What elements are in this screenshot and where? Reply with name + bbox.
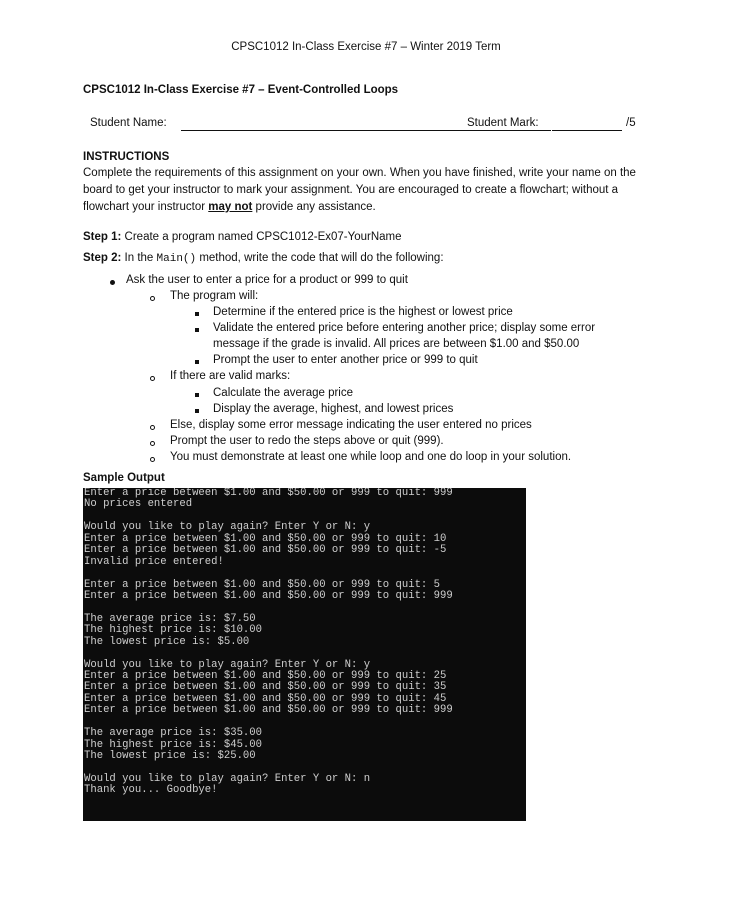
list-item: Validate the entered price before entering another price; display some error [213, 322, 596, 334]
step-2-code: Main() [156, 253, 197, 265]
step-1-label: Step 1: [83, 231, 122, 243]
console-line: The lowest price is: $25.00 [84, 750, 256, 763]
list-item: Ask the user to enter a price for a product or 999 to quit [126, 274, 408, 286]
student-name-label: Student Name: [90, 117, 167, 129]
list-item: Prompt the user to redo the steps above or quit (999). [170, 435, 444, 447]
console-line: Invalid price entered! [84, 555, 224, 568]
console-line: Thank you... Goodbye! [84, 784, 218, 797]
instructions-text [83, 165, 653, 216]
bullet-square-icon [195, 393, 199, 397]
instructions-heading: INSTRUCTIONS [83, 151, 170, 163]
console-line: Enter a price between $1.00 and $50.00 or 999 to quit: -5 [84, 544, 447, 557]
console-line: Would you like to play again? Enter Y or N: y [84, 521, 371, 534]
bullet-circle-icon [150, 376, 155, 381]
console-line: Enter a price between $1.00 and $50.00 or 999 to quit: 45 [84, 692, 447, 705]
console-line: Enter a price between $1.00 and $50.00 or 999 to quit: 25 [84, 670, 447, 682]
console-line [83, 568, 526, 579]
console-line: No prices entered [84, 498, 193, 511]
student-name-line [181, 130, 551, 131]
step-1 [83, 231, 402, 243]
bullet-square-icon [195, 328, 199, 332]
step-2-label: Step 2: [83, 252, 122, 264]
student-mark-line [552, 130, 622, 131]
sample-output-label: Sample Output [83, 472, 165, 484]
document-title: CPSC1012 In-Class Exercise #7 – Event-Controlled Loops [83, 84, 399, 96]
bullet-disc-icon [110, 280, 115, 285]
console-output [83, 488, 526, 821]
console-line: The lowest price is: $5.00 [84, 635, 250, 648]
bullet-circle-icon [150, 425, 155, 430]
list-item: Else, display some error message indicating the user entered no prices [170, 419, 532, 431]
list-item: If there are valid marks: [170, 370, 291, 382]
list-item: You must demonstrate at least one while loop and one do loop in your solution. [170, 451, 572, 463]
console-line: Enter a price between $1.00 and $50.00 or 999 to quit: 10 [84, 532, 447, 545]
console-line: Enter a price between $1.00 and $50.00 or 999 to quit: 999 [84, 704, 453, 717]
bullet-circle-icon [150, 296, 155, 301]
console-line: The highest price is: $45.00 [84, 738, 263, 751]
bullet-circle-icon [150, 441, 155, 446]
page-header: CPSC1012 In-Class Exercise #7 – Winter 2019 Term [231, 41, 501, 53]
instructions-text-start: Complete the requirements of this assignment on your own. When you have finished, write your name on the board to get your instructor to mark your assignment. You are encouraged to create a flowchart; without a flowchart your instructor [83, 167, 636, 213]
bullet-square-icon [195, 312, 199, 316]
mark-total: /5 [626, 117, 636, 129]
instructions-emphasis: may not [208, 201, 253, 213]
step-2 [83, 252, 444, 265]
console-line: The average price is: $35.00 [84, 727, 263, 740]
console-line: The highest price is: $10.00 [84, 624, 263, 637]
list-item: Determine if the entered price is the highest or lowest price [213, 306, 513, 318]
console-line: Would you like to play again? Enter Y or N: n [84, 772, 371, 785]
instructions-text-end: provide any assistance. [252, 201, 376, 213]
bullet-square-icon [195, 360, 199, 364]
list-item: Display the average, highest, and lowest prices [213, 403, 454, 415]
console-line: Would you like to play again? Enter Y or N: y [84, 658, 371, 671]
bullet-square-icon [195, 409, 199, 413]
list-item-continued: message if the grade is invalid. All prices are between $1.00 and $50.00 [213, 338, 580, 350]
list-item: Prompt the user to enter another price or 999 to quit [213, 354, 478, 366]
console-line [83, 648, 526, 659]
step-2-text-post: method, write the code that will do the following: [196, 252, 444, 264]
list-item: The program will: [170, 290, 259, 302]
console-line: Enter a price between $1.00 and $50.00 or 999 to quit: 35 [84, 681, 447, 694]
console-line: Enter a price between $1.00 and $50.00 or 999 to quit: 999 [84, 589, 453, 602]
student-mark-label: Student Mark: [467, 117, 539, 129]
bullet-circle-icon [150, 457, 155, 462]
step-1-text: Create a program named CPSC1012-Ex07-YourName [121, 231, 402, 243]
console-line: Enter a price between $1.00 and $50.00 or 999 to quit: 999 [84, 488, 453, 499]
console-line: The average price is: $7.50 [84, 612, 256, 625]
list-item: Calculate the average price [213, 387, 353, 399]
console-line: Enter a price between $1.00 and $50.00 or 999 to quit: 5 [84, 578, 441, 591]
student-info-row [90, 117, 650, 135]
step-2-text-pre: In the [121, 252, 157, 264]
